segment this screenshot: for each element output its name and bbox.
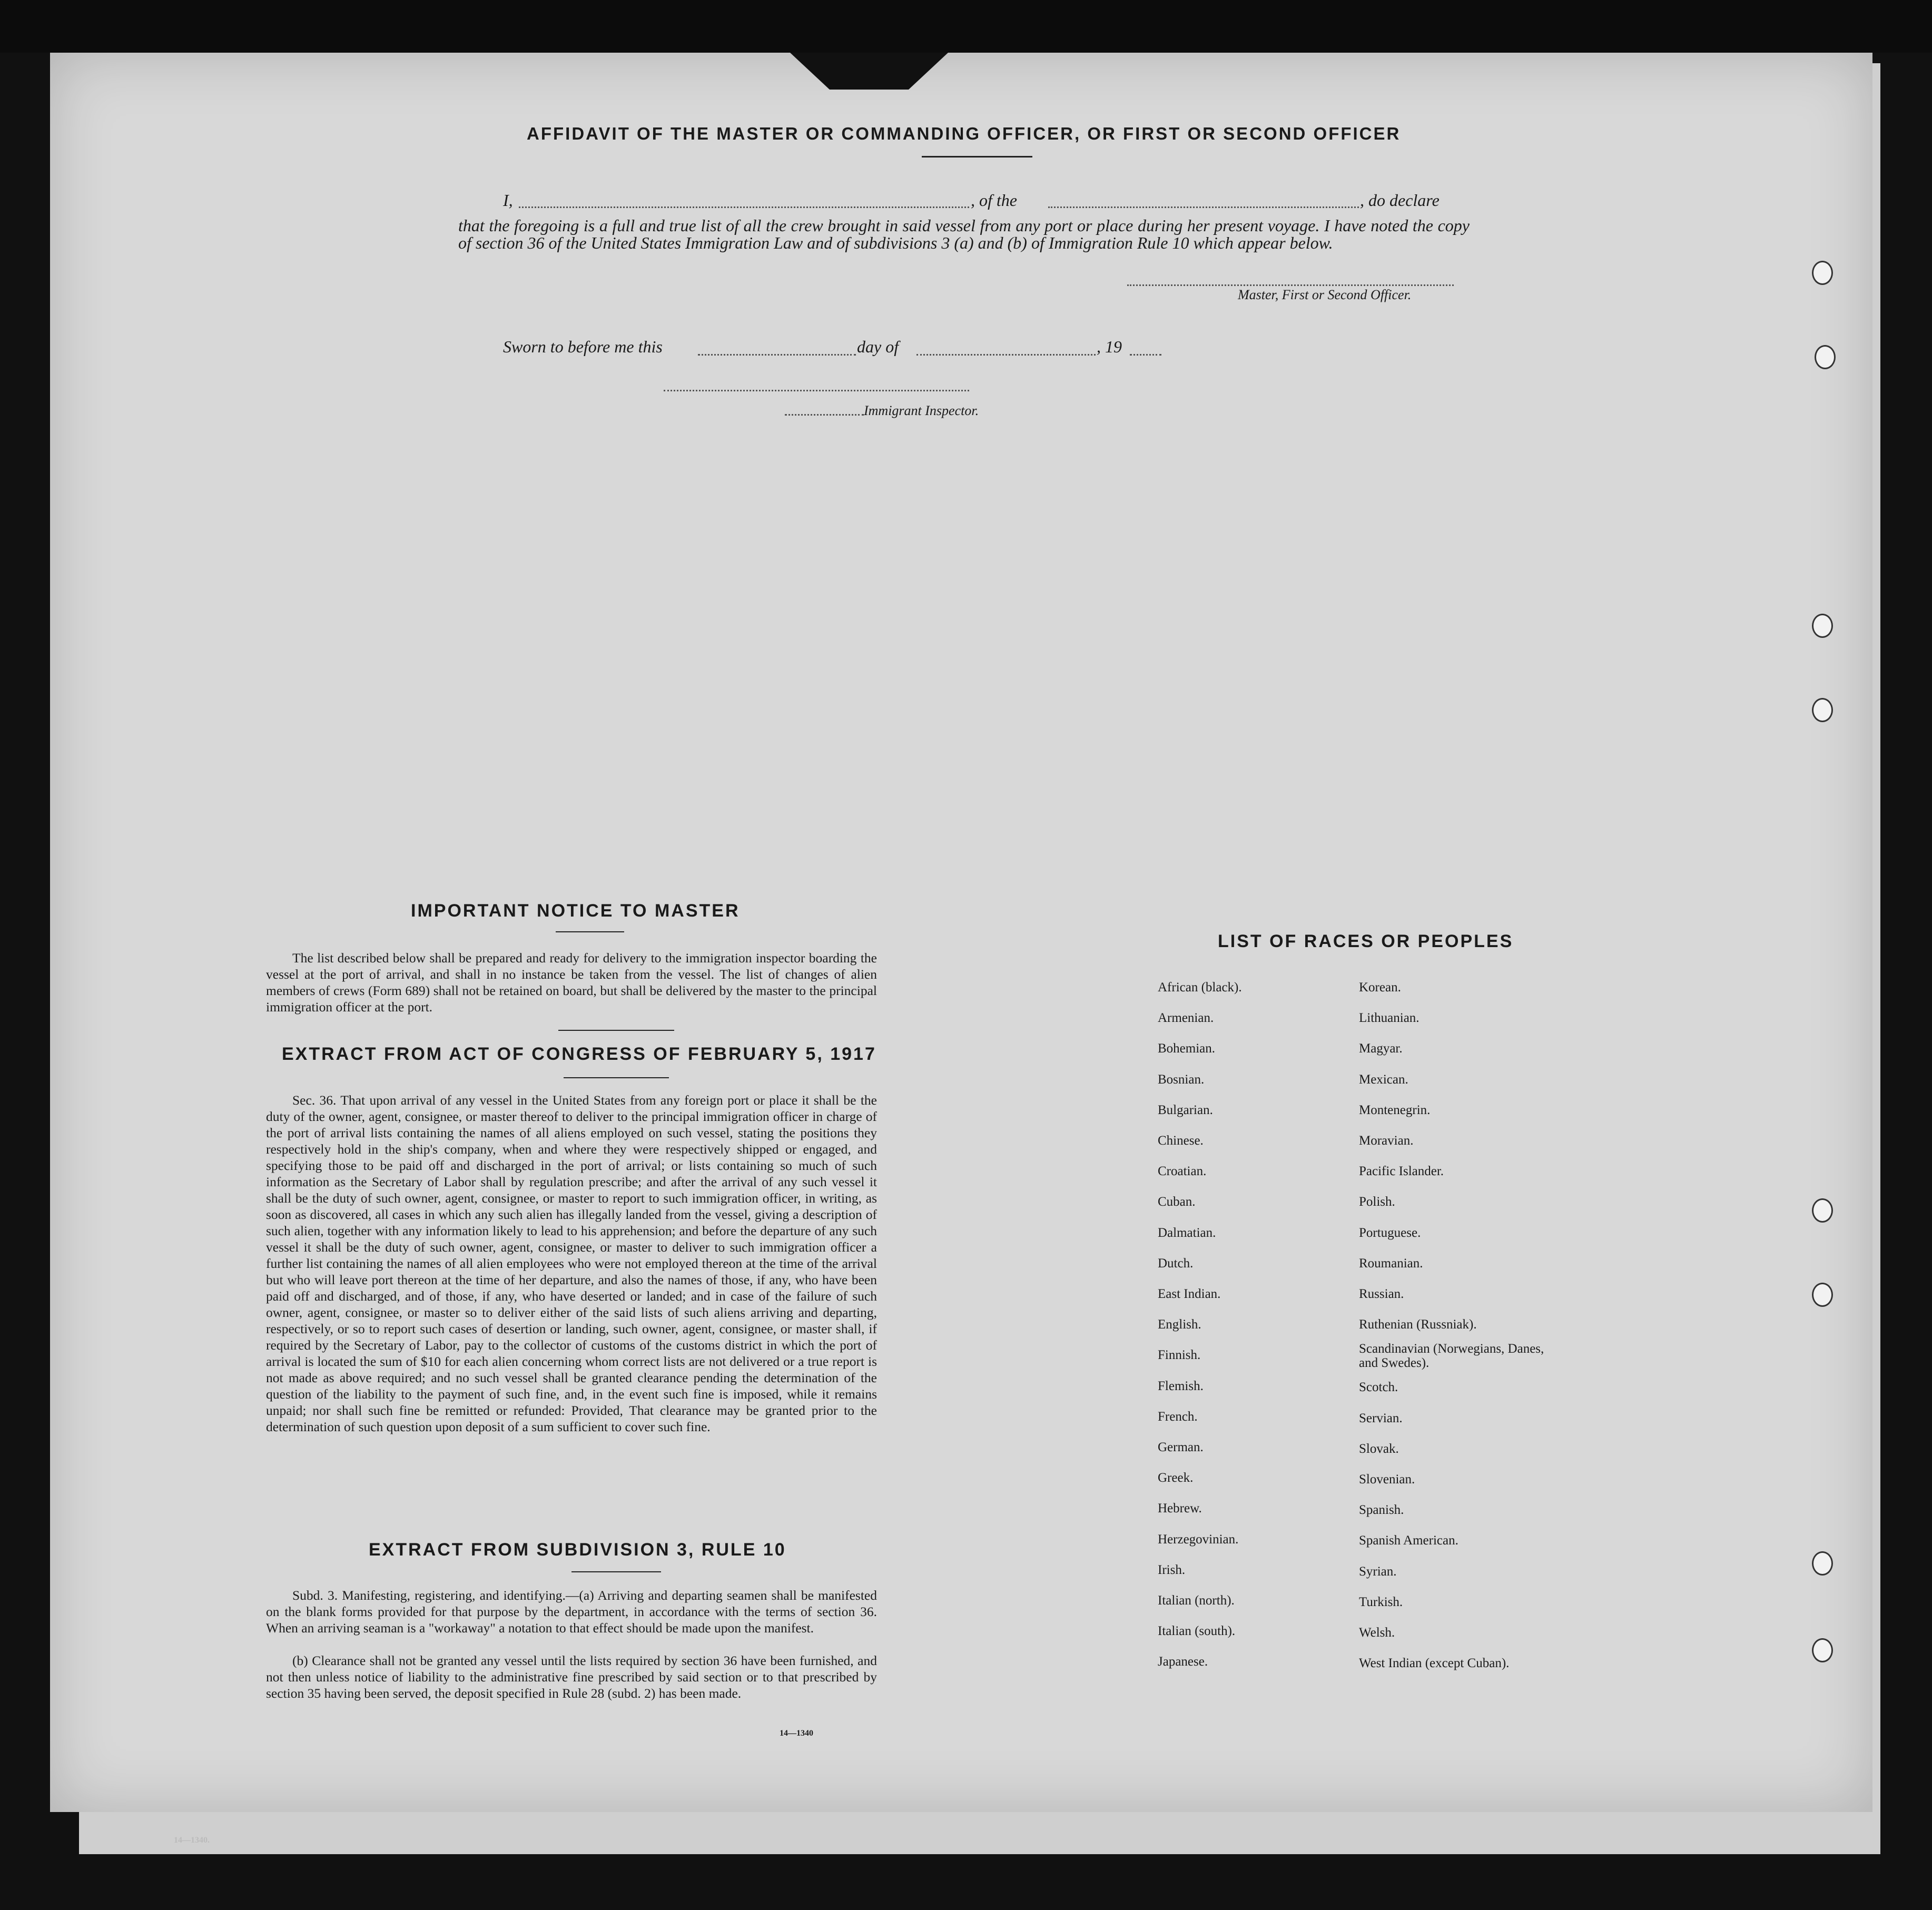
race-item: Finnish. xyxy=(1158,1348,1201,1363)
punch-hole-icon xyxy=(1812,1198,1833,1223)
race-item: Cuban. xyxy=(1158,1195,1196,1209)
sworn-prefix: Sworn to before me this xyxy=(503,337,663,356)
race-item: Mexican. xyxy=(1359,1072,1408,1087)
sworn-day-of: day of xyxy=(857,337,899,356)
inspector-signature-field[interactable] xyxy=(664,379,969,391)
race-item: Slovak. xyxy=(1359,1441,1399,1456)
race-item: Korean. xyxy=(1359,980,1401,995)
divider xyxy=(922,156,1032,157)
divider xyxy=(558,1030,674,1031)
race-item: Polish. xyxy=(1359,1195,1395,1209)
sworn-year-field[interactable] xyxy=(1130,337,1161,356)
race-item: Dalmatian. xyxy=(1158,1225,1216,1240)
punch-hole-icon xyxy=(1812,1283,1833,1307)
race-item: Lithuanian. xyxy=(1359,1011,1420,1026)
races-column-2 xyxy=(1359,972,1549,1679)
race-item: Italian (south). xyxy=(1158,1624,1236,1639)
punch-hole-icon xyxy=(1812,614,1833,638)
race-item: Bohemian. xyxy=(1158,1041,1216,1056)
race-item: Croatian. xyxy=(1158,1164,1207,1179)
race-item: Chinese. xyxy=(1158,1134,1204,1148)
master-signature-field[interactable] xyxy=(1127,274,1454,286)
race-item: Welsh. xyxy=(1359,1626,1395,1640)
races-column-1 xyxy=(1158,972,1242,1678)
race-item: French. xyxy=(1158,1409,1198,1424)
form-number-under: 14—1340. xyxy=(174,1836,210,1845)
race-item: Slovenian. xyxy=(1359,1472,1415,1487)
extract-act-title: EXTRACT FROM ACT OF CONGRESS OF FEBRUARY 5, 1917 xyxy=(282,1044,876,1064)
race-item: Italian (north). xyxy=(1158,1593,1235,1608)
document-page xyxy=(50,53,1872,1812)
punch-hole-icon xyxy=(1812,1551,1833,1576)
race-item: Ruthenian (Russniak). xyxy=(1359,1317,1477,1332)
declare-i: I, xyxy=(503,191,513,210)
form-number: 14—1340 xyxy=(780,1729,813,1738)
affidavit-title: AFFIDAVIT OF THE MASTER OR COMMANDING OFFICER, OR FIRST OR SECOND OFFICER xyxy=(527,124,1401,143)
race-item: West Indian (except Cuban). xyxy=(1359,1656,1510,1671)
race-item: Japanese. xyxy=(1158,1655,1208,1669)
punch-hole-icon xyxy=(1812,261,1833,285)
punch-hole-icon xyxy=(1812,698,1833,722)
race-item: English. xyxy=(1158,1317,1201,1332)
divider xyxy=(556,931,624,932)
declare-do-declare: , do declare xyxy=(1360,191,1440,210)
race-item: Irish. xyxy=(1158,1562,1186,1577)
race-item: Armenian. xyxy=(1158,1011,1214,1026)
declare-of-the: , of the xyxy=(971,191,1017,210)
inspector-label: Immigrant Inspector. xyxy=(864,403,979,418)
race-item: Roumanian. xyxy=(1359,1256,1423,1271)
punch-hole-icon xyxy=(1812,1638,1833,1662)
name-field[interactable] xyxy=(519,190,969,208)
divider xyxy=(571,1571,661,1572)
race-item: Herzegovinian. xyxy=(1158,1532,1239,1547)
race-item: Scandinavian (Norwegians, Danes, and Swedes). xyxy=(1359,1342,1544,1371)
race-item: Spanish. xyxy=(1359,1503,1404,1518)
race-item: Magyar. xyxy=(1359,1041,1403,1056)
extract-rule-text-a: Subd. 3. Manifesting, registering, and identifying.—(a) Arriving and departing seamen shall be manifested on the blank forms provided for that purpose by the department, in accordance with the terms of section 36. When an arriving seaman is a "workaway" a notation to that effect should be made upon the manifest. xyxy=(266,1588,877,1636)
race-item: African (black). xyxy=(1158,980,1242,995)
affidavit-paragraph: that the foregoing is a full and true list of all the crew brought in said vessel from any port or place during her present voyage. I have noted the copy of section 36 of the United States Immigration Law and of subdivisions 3 (a) and (b) of Immigration Rule 10 which appear below. xyxy=(458,216,1470,252)
race-item: Bosnian. xyxy=(1158,1072,1205,1087)
extract-rule-text-b: (b) Clearance shall not be granted any vessel until the lists required by section 36 have been furnished, and not then unless notice of liability to the administrative fine prescribed by said section or to that prescribed by section 35 having been served, the deposit specified in Rule 28 (subd. 2) has been made. xyxy=(266,1653,877,1701)
race-item: Spanish American. xyxy=(1359,1533,1458,1548)
race-item: Syrian. xyxy=(1359,1564,1397,1579)
divider xyxy=(564,1077,669,1078)
punch-hole-icon xyxy=(1815,345,1836,369)
race-item: East Indian. xyxy=(1158,1287,1221,1302)
race-item: German. xyxy=(1158,1440,1204,1455)
sworn-year: , 19 xyxy=(1097,337,1122,356)
sworn-day-field[interactable] xyxy=(698,337,856,356)
vessel-field[interactable] xyxy=(1048,190,1359,208)
inspector-dots xyxy=(785,400,864,416)
notice-text: The list described below shall be prepared and ready for delivery to the immigration inspector boarding the vessel at the port of arrival, and shall in no instance be taken from the vessel. The list of changes of alien members of crews (Form 689) shall not be retained on board, but shall be delivered by the master to the principal immigration officer at the port. xyxy=(266,950,877,1015)
race-item: Pacific Islander. xyxy=(1359,1164,1444,1179)
race-item: Servian. xyxy=(1359,1411,1403,1425)
race-item: Dutch. xyxy=(1158,1256,1194,1271)
race-item: Hebrew. xyxy=(1158,1501,1202,1516)
race-item: Flemish. xyxy=(1158,1379,1204,1393)
extract-act-text: Sec. 36. That upon arrival of any vessel in the United States from any foreign port or place it shall be the duty of the owner, agent, consignee, or master thereof to deliver to the principal immigration officer in charge of the port of arrival lists containing the names of all aliens employed on such vessel, stating the positions they respectively hold in the ship's company, when and where they were respectively shipped or engaged, and specifying those to be paid off and discharged in the port of arrival; or lists containing so much of such information as the Secretary of Labor shall by regulation prescribe; and after the arrival of any such vessel it shall be the duty of such owner, agent, consignee, or master to report to such immigration officer, in writing, as soon as discovered, all cases in which any such alien has illegally landed from the vessel, giving a description of such alien, together with any information likely to lead to his apprehension; and before the departure of any such vessel it shall be the duty of such owner, agent, consignee, or master to deliver to such immigration officer a further list containing the names of all alien employees who were not employed thereon at the time of the arrival but who will leave port thereon at the time of her departure, and also the names of those, if any, who have been paid off and discharged, and of those, if any, who have deserted or landed; and in case of the failure of such owner, agent, consignee, or master so to deliver either of the said lists of such aliens arriving and departing, respectively, or so to report such cases of desertion or landing, such owner, agent, consignee, or master shall, if required by the Secretary of Labor, pay to the collector of customs of the customs district in which the port of arrival is located the sum of $10 for each alien concerning whom correct lists are not delivered or a true report is not made as above required; and no such vessel shall be granted clearance pending the determination of the question of the liability to the payment of such fine, and, in the event such fine is imposed, while it remains unpaid; nor shall such fine be remitted or refunded: Provided, That clearance may be granted prior to the determination of such question upon deposit of a sum sufficient to cover such fine. xyxy=(266,1092,877,1434)
race-item: Moravian. xyxy=(1359,1134,1414,1148)
race-item: Scotch. xyxy=(1359,1380,1398,1395)
scan-background xyxy=(0,0,1932,53)
race-item: Bulgarian. xyxy=(1158,1102,1213,1117)
race-item: Turkish. xyxy=(1359,1594,1403,1609)
extract-rule-title: EXTRACT FROM SUBDIVISION 3, RULE 10 xyxy=(369,1540,786,1560)
race-item: Montenegrin. xyxy=(1359,1102,1431,1117)
sworn-month-field[interactable] xyxy=(916,337,1096,356)
race-item: Russian. xyxy=(1359,1287,1404,1302)
race-item: Greek. xyxy=(1158,1471,1194,1485)
master-signature-label: Master, First or Second Officer. xyxy=(1238,287,1412,302)
races-title: LIST OF RACES OR PEOPLES xyxy=(1218,931,1514,951)
race-item: Portuguese. xyxy=(1359,1225,1421,1240)
notice-title: IMPORTANT NOTICE TO MASTER xyxy=(411,901,740,921)
